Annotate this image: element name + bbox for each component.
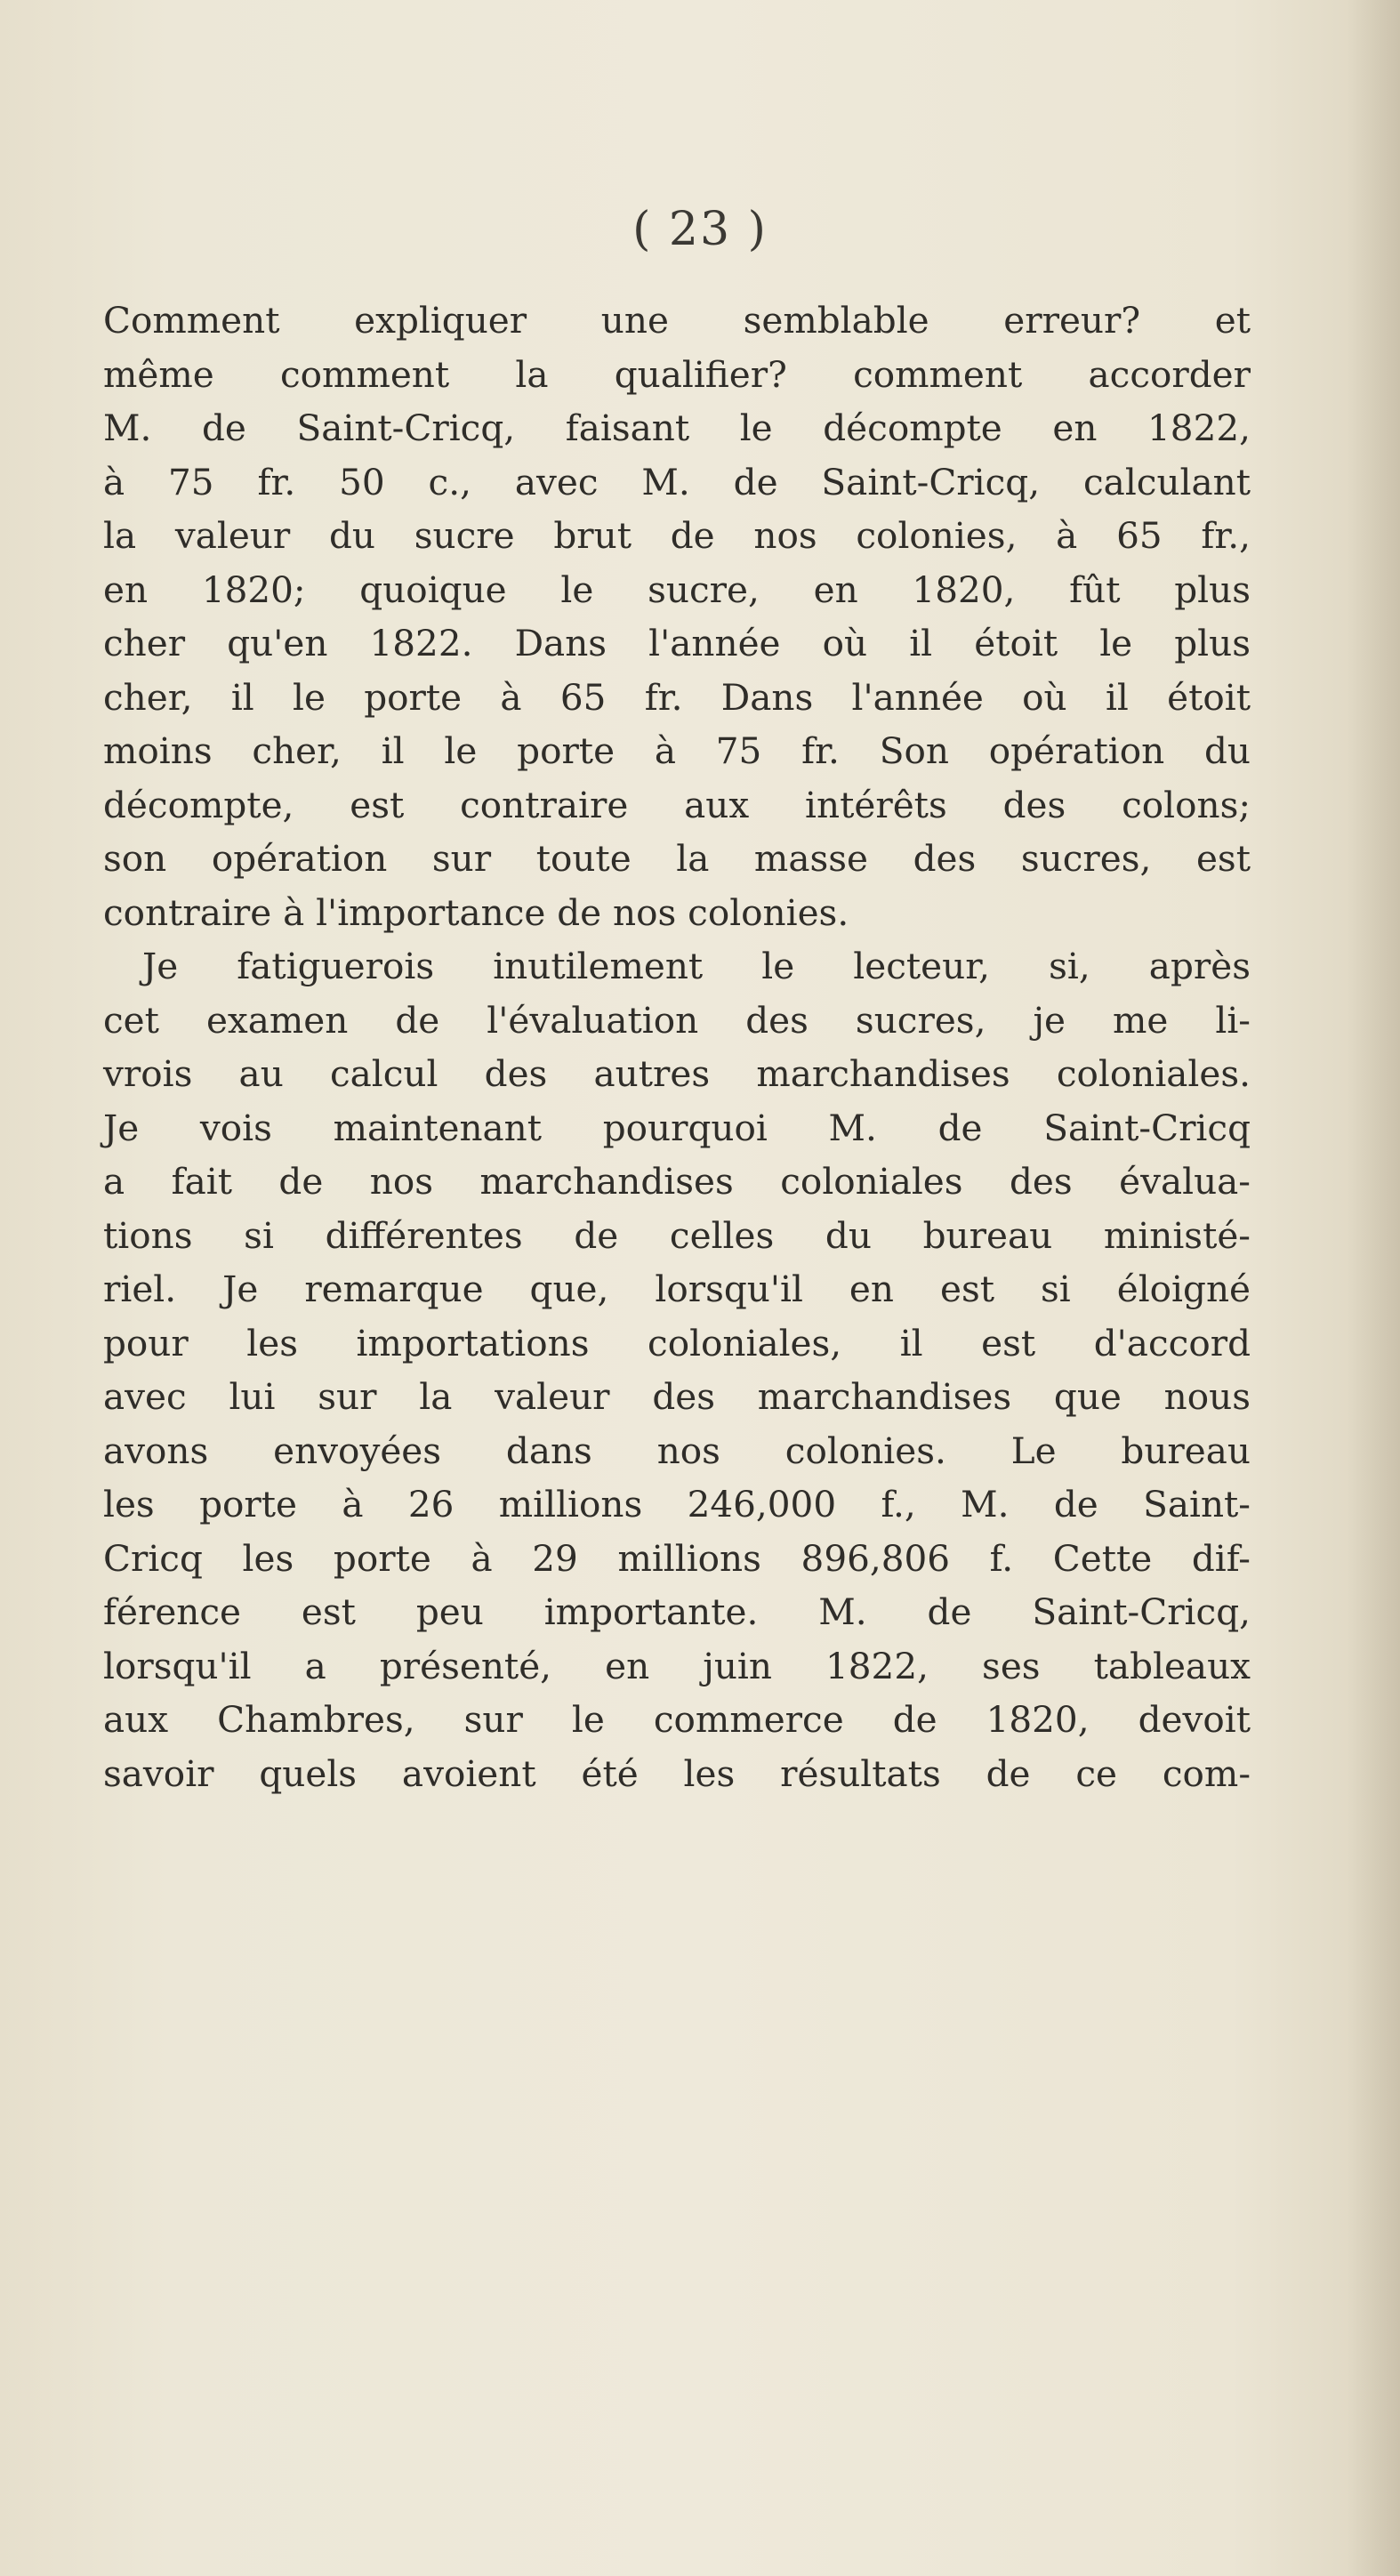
text-line: son opération sur toute la masse des sucres, est — [103, 837, 1251, 880]
text-line: savoir quels avoient été les résultats de ce com- — [103, 1751, 1251, 1795]
text-line: moins cher, il le porte à 75 fr. Son opération du — [103, 729, 1251, 772]
text-line: avec lui sur la valeur des marchandises que nous — [103, 1375, 1251, 1418]
text-line: cher, il le porte à 65 fr. Dans l'année où il étoit — [103, 675, 1251, 719]
text-line: décompte, est contraire aux intérêts des colons; — [103, 783, 1251, 826]
text-line: férence est peu importante. M. de Saint-Cricq, — [103, 1590, 1251, 1633]
text-line: à 75 fr. 50 c., avec M. de Saint-Cricq, calculant — [103, 460, 1251, 503]
text-line: pour les importations coloniales, il est d'accord — [103, 1321, 1251, 1364]
text-line: Je vois maintenant pourquoi M. de Saint-Cricq — [103, 1106, 1251, 1149]
text-line: cet examen de l'évaluation des sucres, je me li- — [103, 998, 1251, 1042]
text-line: tions si différentes de celles du bureau ministé- — [103, 1213, 1251, 1257]
text-line: cher qu'en 1822. Dans l'année où il étoit le plus — [103, 622, 1251, 664]
page-edge-shadow — [1347, 0, 1400, 2576]
text-line: vrois au calcul des autres marchandises coloniales. — [103, 1052, 1251, 1095]
text-line: contraire à l'importance de nos colonies. — [103, 890, 849, 934]
text-line: lorsqu'il a présenté, en juin 1822, ses tableaux — [103, 1644, 1251, 1687]
page-number: ( 23 ) — [632, 203, 768, 256]
text-line: riel. Je remarque que, lorsqu'il en est si éloigné — [103, 1268, 1251, 1310]
page-body-text — [103, 294, 1251, 1800]
text-line: Je fatiguerois inutilement le lecteur, si, après — [142, 945, 1251, 987]
text-line: M. de Saint-Cricq, faisant le décompte en 1822, — [103, 407, 1251, 449]
text-line: les porte à 26 millions 246,000 f., M. de Saint- — [103, 1483, 1251, 1525]
text-line: Cricq les porte à 29 millions 896,806 f. Cette dif- — [103, 1536, 1251, 1580]
text-line: avons envoyées dans nos colonies. Le bureau — [103, 1429, 1251, 1472]
text-line: aux Chambres, sur le commerce de 1820, devoit — [103, 1698, 1251, 1741]
text-line: a fait de nos marchandises coloniales des évalua- — [103, 1160, 1251, 1203]
text-line: même comment la qualifier? comment accorder — [103, 352, 1251, 396]
text-line: Comment expliquer une semblable erreur? et — [103, 299, 1251, 342]
text-line: la valeur du sucre brut de nos colonies, à 65 fr., — [103, 514, 1251, 557]
text-line: en 1820; quoique le sucre, en 1820, fût plus — [103, 568, 1251, 611]
